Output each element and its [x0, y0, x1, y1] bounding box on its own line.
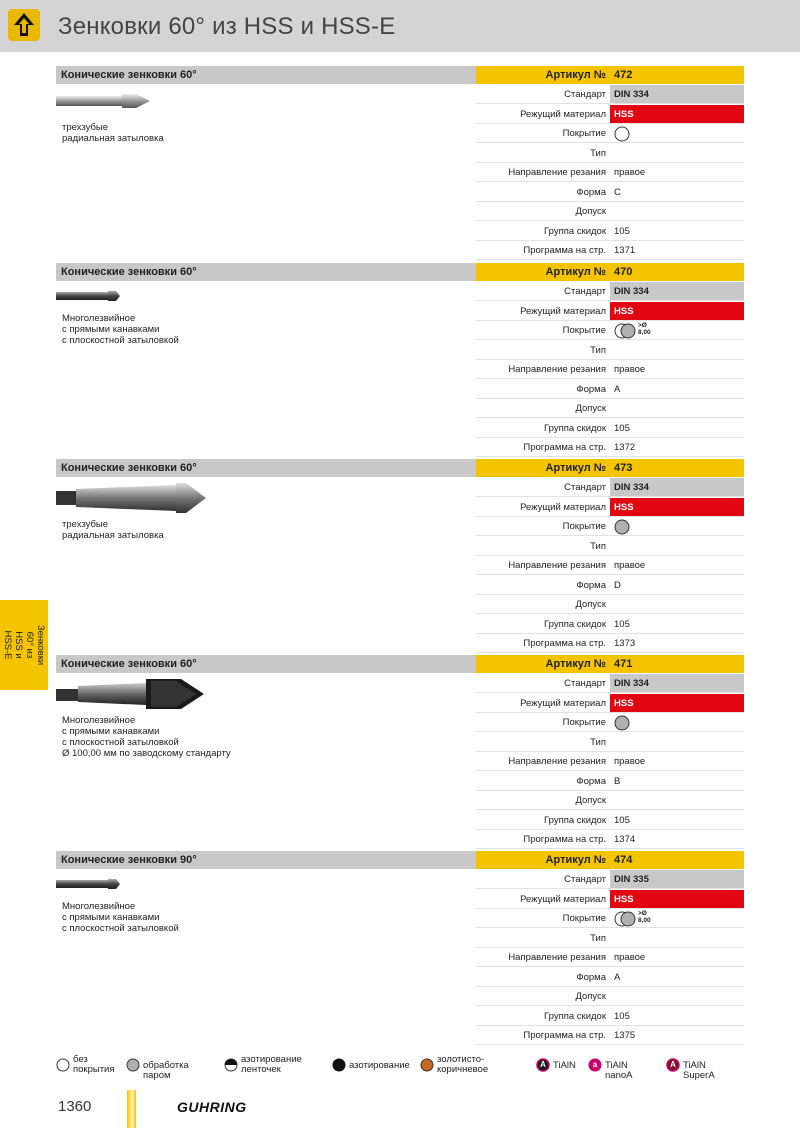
coating-note: >Ø 8,00	[638, 322, 651, 336]
material-label: Режущий материал	[520, 697, 606, 709]
material-value: HSS	[610, 302, 744, 320]
discount-value: 105	[614, 814, 630, 826]
direction-label: Направление резания	[508, 952, 606, 963]
discount-label: Группа скидок	[544, 1010, 606, 1022]
spec-row-type	[476, 144, 744, 163]
product-section	[56, 66, 744, 258]
legend-label: обработка паром	[143, 1060, 189, 1081]
type-label: Тип	[590, 344, 606, 356]
spec-row-tolerance	[476, 791, 744, 810]
spec-row-discount	[476, 1007, 744, 1026]
spec-row-standard	[476, 870, 744, 889]
spec-row-material	[476, 302, 744, 321]
coating-icon	[614, 715, 630, 734]
discount-label: Группа скидок	[544, 225, 606, 237]
spec-row-discount	[476, 222, 744, 241]
tool-description: трехзубые радиальная затыловка	[62, 122, 164, 144]
discount-label: Группа скидок	[544, 618, 606, 630]
legend-badge: A	[670, 1060, 676, 1069]
page-number: 1360	[58, 1098, 92, 1115]
spec-row-material	[476, 498, 744, 517]
type-value	[610, 144, 614, 162]
nitrided-icon	[332, 1058, 346, 1075]
coating-icon	[614, 323, 636, 342]
section-title: Конические зенковки 90°	[56, 851, 476, 869]
legend-label: золотисто- коричневое	[437, 1054, 489, 1075]
type-value	[610, 537, 614, 555]
section-title: Конические зенковки 60°	[56, 459, 476, 477]
spec-row-standard	[476, 478, 744, 497]
side-tab-label: Зенковки 60° из HSS и HSS-E	[2, 624, 46, 666]
program-label: Программа на стр.	[523, 1030, 606, 1041]
form-label: Форма	[576, 579, 606, 591]
standard-value: DIN 334	[610, 85, 744, 103]
page-title: Зенковки 60° из HSS и HSS-E	[58, 13, 396, 40]
coating-icon	[614, 519, 630, 538]
tool-description: Многолезвийное с прямыми канавками с плоскостной затыловкой	[62, 313, 179, 346]
material-value: HSS	[610, 890, 744, 908]
material-value: HSS	[610, 105, 744, 123]
spec-row-direction	[476, 556, 744, 575]
type-value	[610, 929, 614, 947]
spec-row-form	[476, 968, 744, 987]
material-label: Режущий материал	[520, 305, 606, 317]
standard-value: DIN 335	[610, 870, 744, 888]
program-label: Программа на стр.	[523, 834, 606, 845]
legend-label: TiAlN SuperA	[683, 1060, 715, 1081]
tool-image	[56, 877, 156, 896]
material-label: Режущий материал	[520, 108, 606, 120]
spec-row-tolerance	[476, 987, 744, 1006]
form-label: Форма	[576, 186, 606, 198]
section-title: Конические зенковки 60°	[56, 263, 476, 281]
article-number[interactable]: 472	[614, 69, 633, 81]
discount-value: 105	[614, 1010, 630, 1022]
program-label: Программа на стр.	[523, 442, 606, 453]
program-value: 1371	[614, 245, 636, 256]
spec-row-standard	[476, 674, 744, 693]
side-tab[interactable]	[0, 600, 48, 690]
spec-row-discount	[476, 419, 744, 438]
tolerance-value	[610, 595, 614, 613]
spec-row-tolerance	[476, 399, 744, 418]
tolerance-label: Допуск	[575, 403, 606, 414]
spec-row-discount	[476, 811, 744, 830]
standard-label: Стандарт	[564, 874, 606, 885]
spec-row-program	[476, 634, 744, 653]
tolerance-label: Допуск	[575, 795, 606, 806]
tool-description: трехзубые радиальная затыловка	[62, 519, 164, 541]
program-value: 1372	[614, 442, 636, 453]
article-header	[476, 66, 744, 84]
tool-image	[56, 92, 156, 115]
legend-badge: a	[592, 1060, 598, 1069]
spec-row-program	[476, 1026, 744, 1045]
product-section	[56, 655, 744, 847]
spec-row-material	[476, 694, 744, 713]
coating-icon	[614, 911, 636, 930]
tool-image	[56, 289, 156, 308]
spec-row-program	[476, 241, 744, 260]
tolerance-value	[610, 202, 614, 220]
coating-icon	[614, 126, 630, 145]
program-label: Программа на стр.	[523, 245, 606, 256]
spec-row-form	[476, 380, 744, 399]
legend-label: TiAlN	[553, 1060, 576, 1071]
direction-label: Направление резания	[508, 560, 606, 571]
direction-value: правое	[614, 952, 646, 963]
spec-row-coating	[476, 517, 744, 536]
tool-description: Многолезвийное с прямыми канавками с плоскостной затыловкой	[62, 901, 179, 934]
direction-label: Направление резания	[508, 756, 606, 767]
spec-row-direction	[476, 163, 744, 182]
steam-icon	[126, 1058, 140, 1075]
spec-row-standard	[476, 282, 744, 301]
nitrided-land-icon	[224, 1058, 238, 1075]
standard-label: Стандарт	[564, 286, 606, 297]
spec-row-form	[476, 183, 744, 202]
brand-logo: GUHRING	[177, 1099, 247, 1115]
direction-value: правое	[614, 364, 646, 375]
program-value: 1374	[614, 834, 636, 845]
spec-row-discount	[476, 615, 744, 634]
spec-row-type	[476, 537, 744, 556]
standard-label: Стандарт	[564, 89, 606, 100]
spec-row-type	[476, 341, 744, 360]
article-number[interactable]: 474	[614, 854, 633, 866]
article-header	[476, 459, 744, 477]
program-value: 1375	[614, 1030, 636, 1041]
bright-icon	[56, 1058, 70, 1075]
page-header	[0, 0, 800, 52]
article-label: Артикул №	[545, 266, 606, 278]
article-number[interactable]: 470	[614, 266, 633, 278]
gold-brown-icon	[420, 1058, 434, 1075]
form-label: Форма	[576, 775, 606, 787]
standard-value: DIN 334	[610, 674, 744, 692]
spec-row-coating	[476, 124, 744, 143]
discount-value: 105	[614, 618, 630, 630]
spec-row-form	[476, 576, 744, 595]
coating-legend	[56, 1053, 746, 1079]
product-section	[56, 263, 744, 455]
spec-row-direction	[476, 948, 744, 967]
legend-label: азотирование	[349, 1060, 410, 1071]
material-label: Режущий материал	[520, 501, 606, 513]
material-value: HSS	[610, 694, 744, 712]
coating-label: Покрытие	[562, 128, 606, 139]
legend-badge: A	[540, 1060, 546, 1069]
direction-label: Направление резания	[508, 364, 606, 375]
standard-value: DIN 334	[610, 478, 744, 496]
legend-label: без покрытия	[73, 1054, 115, 1075]
article-label: Артикул №	[545, 69, 606, 81]
spec-row-tolerance	[476, 202, 744, 221]
article-label: Артикул №	[545, 854, 606, 866]
spec-row-coating	[476, 909, 744, 928]
tolerance-value	[610, 399, 614, 417]
article-number[interactable]: 471	[614, 658, 633, 670]
type-label: Тип	[590, 540, 606, 552]
form-label: Форма	[576, 971, 606, 983]
tool-image	[56, 677, 216, 716]
type-label: Тип	[590, 736, 606, 748]
program-label: Программа на стр.	[523, 638, 606, 649]
discount-label: Группа скидок	[544, 422, 606, 434]
direction-value: правое	[614, 167, 646, 178]
spec-row-program	[476, 438, 744, 457]
article-header	[476, 263, 744, 281]
article-number[interactable]: 473	[614, 462, 633, 474]
tolerance-label: Допуск	[575, 599, 606, 610]
material-value: HSS	[610, 498, 744, 516]
article-header	[476, 655, 744, 673]
section-title: Конические зенковки 60°	[56, 66, 476, 84]
standard-value: DIN 334	[610, 282, 744, 300]
tolerance-value	[610, 987, 614, 1005]
spec-row-material	[476, 105, 744, 124]
spec-row-material	[476, 890, 744, 909]
spec-row-form	[476, 772, 744, 791]
form-value: A	[614, 383, 621, 395]
direction-value: правое	[614, 756, 646, 767]
article-label: Артикул №	[545, 462, 606, 474]
type-label: Тип	[590, 147, 606, 159]
spec-row-direction	[476, 752, 744, 771]
spec-row-program	[476, 830, 744, 849]
footer-accent-bar	[127, 1090, 136, 1128]
coating-label: Покрытие	[562, 521, 606, 532]
tolerance-value	[610, 791, 614, 809]
tolerance-label: Допуск	[575, 206, 606, 217]
type-value	[610, 341, 614, 359]
standard-label: Стандарт	[564, 482, 606, 493]
legend-label: TiAlN nanoA	[605, 1060, 633, 1081]
discount-value: 105	[614, 225, 630, 237]
product-section	[56, 459, 744, 651]
direction-value: правое	[614, 560, 646, 571]
form-value: A	[614, 971, 621, 983]
tool-description: Многолезвийное с прямыми канавками с плоскостной затыловкой Ø 100,00 мм по заводскому стандарту	[62, 715, 231, 759]
tool-image	[56, 481, 216, 520]
spec-row-type	[476, 929, 744, 948]
form-value: D	[614, 579, 621, 591]
discount-label: Группа скидок	[544, 814, 606, 826]
arrow-logo-icon	[8, 9, 40, 41]
form-value: C	[614, 186, 621, 198]
spec-row-direction	[476, 360, 744, 379]
program-value: 1373	[614, 638, 636, 649]
direction-label: Направление резания	[508, 167, 606, 178]
spec-row-coating	[476, 321, 744, 340]
legend-label: азотирование ленточек	[241, 1054, 302, 1075]
discount-value: 105	[614, 422, 630, 434]
article-header	[476, 851, 744, 869]
tolerance-label: Допуск	[575, 991, 606, 1002]
form-value: B	[614, 775, 621, 787]
article-label: Артикул №	[545, 658, 606, 670]
form-label: Форма	[576, 383, 606, 395]
standard-label: Стандарт	[564, 678, 606, 689]
type-value	[610, 733, 614, 751]
material-label: Режущий материал	[520, 893, 606, 905]
coating-label: Покрытие	[562, 325, 606, 336]
product-section	[56, 851, 744, 1043]
coating-label: Покрытие	[562, 717, 606, 728]
type-label: Тип	[590, 932, 606, 944]
spec-row-tolerance	[476, 595, 744, 614]
section-title: Конические зенковки 60°	[56, 655, 476, 673]
coating-label: Покрытие	[562, 913, 606, 924]
spec-row-standard	[476, 85, 744, 104]
coating-note: >Ø 8,00	[638, 910, 651, 924]
spec-row-type	[476, 733, 744, 752]
spec-row-coating	[476, 713, 744, 732]
